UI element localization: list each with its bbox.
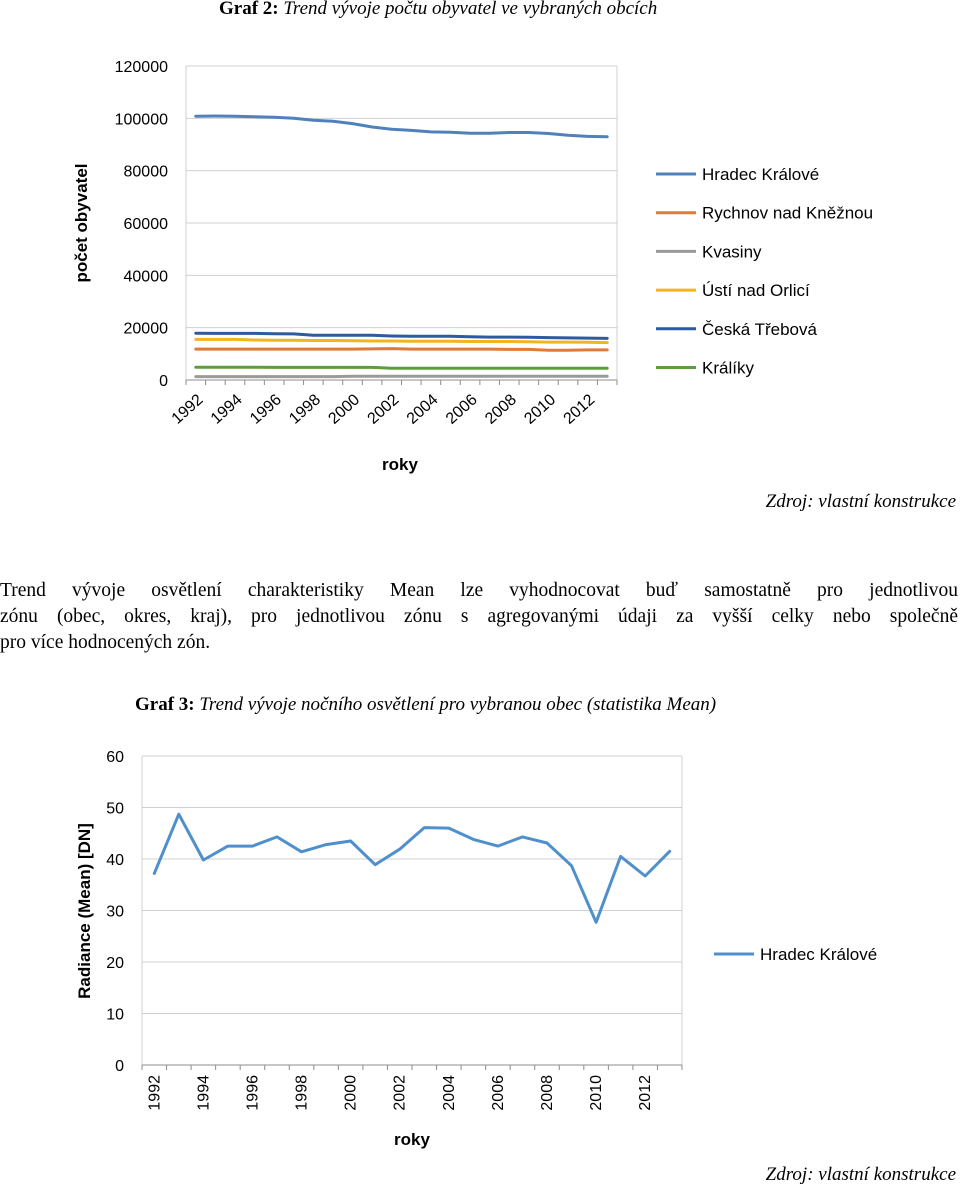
x-tick-label: 1998 bbox=[293, 1075, 311, 1111]
y-tick-label: 0 bbox=[115, 1058, 124, 1075]
x-tick-label: 1992 bbox=[168, 391, 207, 428]
x-tick-label: 2008 bbox=[482, 391, 520, 428]
legend-label: Králíky bbox=[702, 358, 754, 378]
x-tick-label: 1996 bbox=[247, 391, 285, 428]
legend-label: Hradec Králové bbox=[760, 945, 878, 964]
x-tick-label: 2012 bbox=[637, 1075, 655, 1111]
x-axis-title: roky bbox=[382, 455, 418, 474]
population-chart bbox=[0, 40, 960, 530]
paragraph-line: Trend vývoje osvětlení charakteristiky Mean lze vyhodnocovat buď samostatně pro jednotlivou bbox=[0, 580, 958, 601]
legend-label: Ústí nad Orlicí bbox=[702, 281, 810, 301]
x-tick-label: 1992 bbox=[146, 1075, 164, 1111]
y-tick-label: 50 bbox=[106, 800, 124, 818]
graph3-caption bbox=[135, 694, 716, 716]
graph2-caption bbox=[219, 0, 657, 20]
legend-label: Kvasiny bbox=[702, 242, 762, 262]
graph3-source: Zdroj: vlastní konstrukce bbox=[765, 1164, 956, 1185]
x-tick-label: 2002 bbox=[364, 391, 403, 428]
graph2-source: Zdroj: vlastní konstrukce bbox=[765, 491, 956, 512]
body-paragraph bbox=[0, 578, 958, 656]
x-tick-label: 2008 bbox=[539, 1075, 556, 1111]
x-tick-label: 2002 bbox=[391, 1075, 409, 1111]
y-tick-label: 20000 bbox=[123, 320, 168, 338]
graph3-caption-text: Trend vývoje nočního osvětlení pro vybranou obec (statistika Mean) bbox=[199, 694, 717, 715]
series-line bbox=[196, 333, 607, 338]
x-tick-label: 2004 bbox=[403, 391, 442, 428]
paragraph-line: pro více hodnocených zón. bbox=[0, 632, 211, 653]
y-tick-label: 60 bbox=[106, 749, 124, 766]
x-axis-title: roky bbox=[394, 1130, 430, 1149]
series-line bbox=[196, 116, 607, 137]
x-tick-label: 1996 bbox=[244, 1075, 262, 1111]
graph2-caption-text: Trend vývoje počtu obyvatel ve vybraných obcích bbox=[283, 0, 658, 19]
y-axis-title: počet obyvatel bbox=[72, 163, 91, 283]
radiance-chart bbox=[0, 740, 960, 1160]
y-tick-label: 120000 bbox=[114, 59, 168, 76]
x-tick-label: 2000 bbox=[342, 1075, 360, 1111]
y-tick-label: 40 bbox=[106, 852, 124, 869]
x-tick-label: 2000 bbox=[325, 391, 364, 428]
x-tick-label: 2004 bbox=[440, 1075, 458, 1111]
x-tick-label: 1998 bbox=[286, 391, 325, 428]
x-tick-label: 2006 bbox=[489, 1075, 507, 1111]
legend-label: Česká Třebová bbox=[702, 319, 817, 339]
y-tick-label: 40000 bbox=[123, 268, 168, 286]
y-tick-label: 0 bbox=[159, 373, 168, 390]
x-tick-label: 2012 bbox=[560, 391, 599, 428]
y-tick-label: 100000 bbox=[114, 111, 168, 129]
graph3-caption-label: Graf 3: bbox=[135, 694, 195, 715]
y-tick-label: 80000 bbox=[123, 163, 168, 181]
y-tick-label: 10 bbox=[106, 1006, 124, 1024]
x-tick-label: 1994 bbox=[195, 1075, 213, 1111]
series-line bbox=[196, 367, 607, 368]
x-tick-label: 2010 bbox=[588, 1075, 606, 1111]
legend-label: Rychnov nad Kněžnou bbox=[702, 203, 874, 223]
graph2-caption-label: Graf 2: bbox=[219, 0, 279, 19]
y-tick-label: 60000 bbox=[123, 216, 168, 233]
series-line bbox=[196, 339, 607, 342]
y-tick-label: 30 bbox=[106, 903, 124, 921]
x-tick-label: 2010 bbox=[521, 391, 560, 428]
x-tick-label: 2006 bbox=[442, 391, 481, 428]
series-line bbox=[154, 814, 669, 922]
series-line bbox=[196, 349, 607, 351]
y-tick-label: 20 bbox=[106, 955, 124, 972]
paragraph-line: zónu (obec, okres, kraj), pro jednotlivou zónu s agregovanými údaji za vyšší celky nebo společně bbox=[0, 606, 958, 627]
legend-label: Hradec Králové bbox=[702, 165, 820, 184]
x-tick-label: 1994 bbox=[207, 391, 246, 428]
y-axis-title: Radiance (Mean) [DN] bbox=[75, 823, 94, 999]
